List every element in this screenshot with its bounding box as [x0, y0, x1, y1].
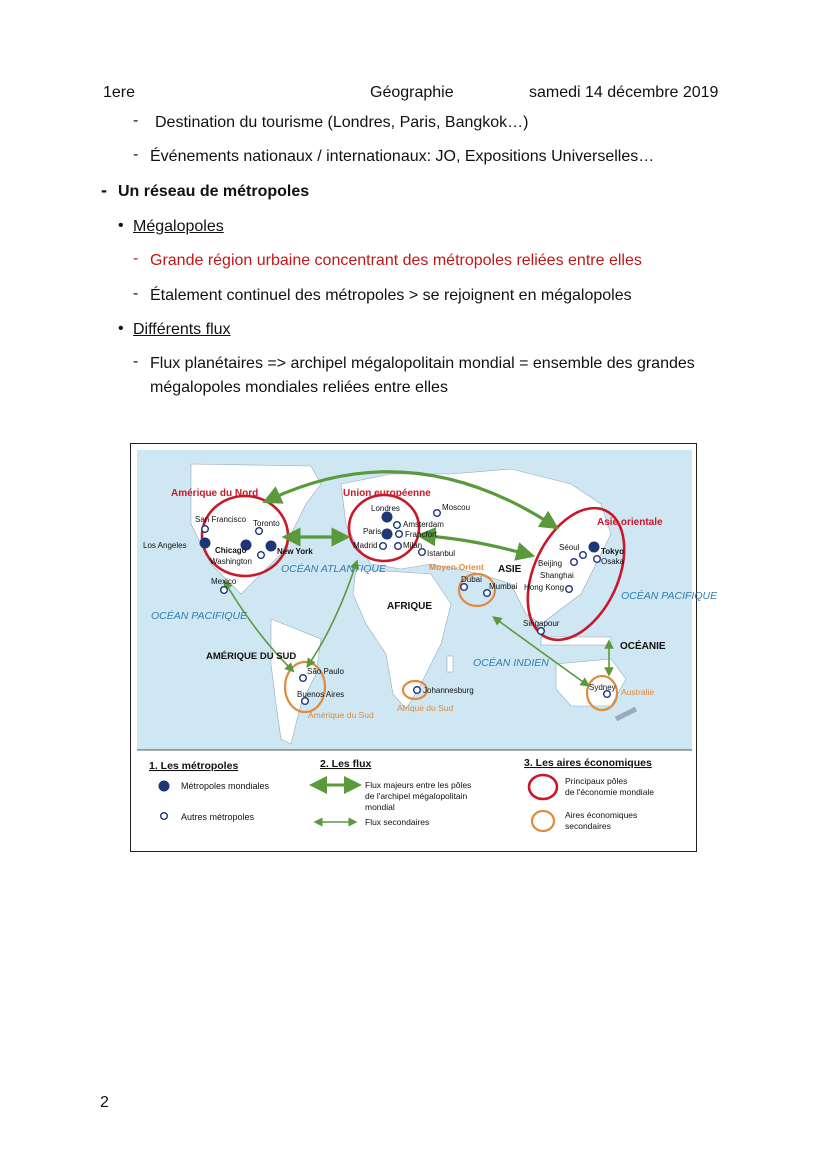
svg-text:Séoul: Séoul — [559, 543, 580, 552]
text-flux-line1: Flux planétaires => archipel mégalopolitain mondial = ensemble des grandes — [150, 355, 695, 372]
svg-text:Mexico: Mexico — [211, 577, 237, 586]
region-na-label: Amérique du Nord — [171, 488, 259, 499]
region-me-label: Moyen-Orient — [429, 562, 484, 572]
subject-title: Géographie — [370, 84, 454, 101]
map-svg — [131, 444, 718, 853]
svg-text:Istanbul: Istanbul — [427, 549, 456, 558]
legend-secondary-flow-label: Flux secondaires — [365, 817, 430, 827]
continent-asia-label: ASIE — [498, 564, 522, 575]
legend-secondary-area-label1: Aires économiques — [565, 810, 638, 820]
svg-text:Amsterdam: Amsterdam — [403, 520, 444, 529]
region-eu-label: Union européenne — [343, 488, 431, 499]
legend-title-aires: 3. Les aires économiques — [524, 757, 652, 769]
region-sa-label: Amérique du Sud — [308, 710, 374, 720]
text-etalement: Étalement continuel des métropoles > se rejoignent en mégalopoles — [150, 287, 632, 304]
svg-text:Dubai: Dubai — [461, 575, 482, 584]
region-af-label: Afrique du Sud — [397, 703, 454, 713]
bullet-dot: • — [118, 320, 124, 337]
text-events: Événements nationaux / internationaux: JO, Expositions Universelles… — [150, 148, 655, 165]
continent-sa-label: AMÉRIQUE DU SUD — [206, 651, 297, 662]
dash-bullet: - — [133, 285, 139, 302]
legend-world-metropole-label: Métropoles mondiales — [181, 781, 270, 791]
world-map-figure — [130, 443, 718, 852]
svg-text:Moscou: Moscou — [442, 503, 471, 512]
continent-oceania-label: OCÉANIE — [620, 641, 666, 652]
svg-text:Madrid: Madrid — [353, 541, 378, 550]
dash-bullet: - — [101, 180, 107, 200]
class-label: 1ere — [103, 84, 136, 101]
legend-major-flow-label2: de l'archipel mégalopolitain — [365, 791, 468, 801]
svg-text:Johannesburg: Johannesburg — [423, 686, 474, 695]
text-flux-line2: mégalopoles mondiales reliées entre elles — [150, 379, 448, 396]
dash-bullet: - — [133, 353, 139, 370]
world-metropole-dot — [589, 542, 600, 553]
world-metropole-dot — [382, 529, 393, 540]
legend-world-metropole-dot — [159, 781, 170, 792]
bullet-dot: • — [118, 217, 124, 234]
svg-text:Buenos Aires: Buenos Aires — [297, 690, 345, 699]
definition-text: Grande région urbaine concentrant des métropoles reliées entre elles — [150, 252, 642, 269]
svg-text:Osaka: Osaka — [601, 557, 625, 566]
svg-text:Milan: Milan — [403, 541, 423, 550]
svg-text:Singapour: Singapour — [523, 619, 560, 628]
world-metropole-dot — [200, 538, 211, 549]
ocean-pacific-east-label: OCÉAN PACIFIQUE — [621, 590, 718, 602]
ocean-indian-label: OCÉAN INDIEN — [473, 657, 549, 669]
ocean-pacific-west-label: OCÉAN PACIFIQUE — [151, 610, 248, 622]
legend-secondary-area-ring — [532, 811, 554, 831]
dash-bullet: - — [133, 146, 139, 163]
svg-text:Beijing: Beijing — [538, 559, 563, 568]
world-metropole-dot — [382, 512, 393, 523]
svg-text:Washington: Washington — [210, 557, 252, 566]
continent-africa-label: AFRIQUE — [387, 601, 432, 612]
legend-main-area-label2: de l'économie mondiale — [565, 787, 655, 797]
svg-text:Paris: Paris — [363, 527, 382, 536]
legend-main-area-label1: Principaux pôles — [565, 776, 628, 786]
svg-text:Los Angeles: Los Angeles — [143, 541, 187, 550]
svg-text:New York: New York — [277, 547, 313, 556]
region-ea-label: Asie orientale — [597, 517, 663, 528]
svg-text:Shanghai: Shanghai — [540, 571, 574, 580]
legend-secondary-area-label2: secondaires — [565, 821, 611, 831]
dash-bullet: - — [133, 112, 139, 129]
subsection-megalopoles: Mégalopoles — [133, 218, 224, 235]
ocean-atlantic-label: OCÉAN ATLANTIQUE — [281, 563, 387, 575]
svg-text:São Paulo: São Paulo — [307, 667, 344, 676]
legend-other-metropole-dot — [161, 813, 168, 820]
text-tourism: Destination du tourisme (Londres, Paris, Bangkok…) — [155, 114, 529, 131]
legend-major-flow-label3: mondial — [365, 802, 395, 812]
svg-text:Hong Kong: Hong Kong — [524, 583, 565, 592]
svg-text:Sydney: Sydney — [589, 683, 616, 692]
svg-text:Tokyo: Tokyo — [601, 547, 624, 556]
svg-text:Londres: Londres — [371, 504, 400, 513]
page-number: 2 — [100, 1094, 109, 1111]
legend-title-flux: 2. Les flux — [320, 758, 372, 770]
svg-text:Mumbai: Mumbai — [489, 582, 518, 591]
svg-text:San Francisco: San Francisco — [195, 515, 247, 524]
svg-text:Chicago: Chicago — [215, 546, 247, 555]
region-au-label: Australie — [621, 687, 655, 697]
legend-other-metropole-label: Autres métropoles — [181, 812, 255, 822]
world-metropole-dot — [266, 541, 277, 552]
legend-main-area-ring — [529, 775, 557, 799]
section-title: Un réseau de métropoles — [118, 183, 310, 200]
svg-text:Toronto: Toronto — [253, 519, 280, 528]
dash-bullet: - — [133, 250, 139, 267]
legend-major-flow-label1: Flux majeurs entre les pôles — [365, 780, 472, 790]
subsection-flux: Différents flux — [133, 321, 231, 338]
date-label: samedi 14 décembre 2019 — [529, 84, 719, 101]
madagascar-land — [447, 656, 453, 672]
legend-title-metropoles: 1. Les métropoles — [149, 760, 239, 772]
svg-text:Francfort: Francfort — [405, 530, 438, 539]
